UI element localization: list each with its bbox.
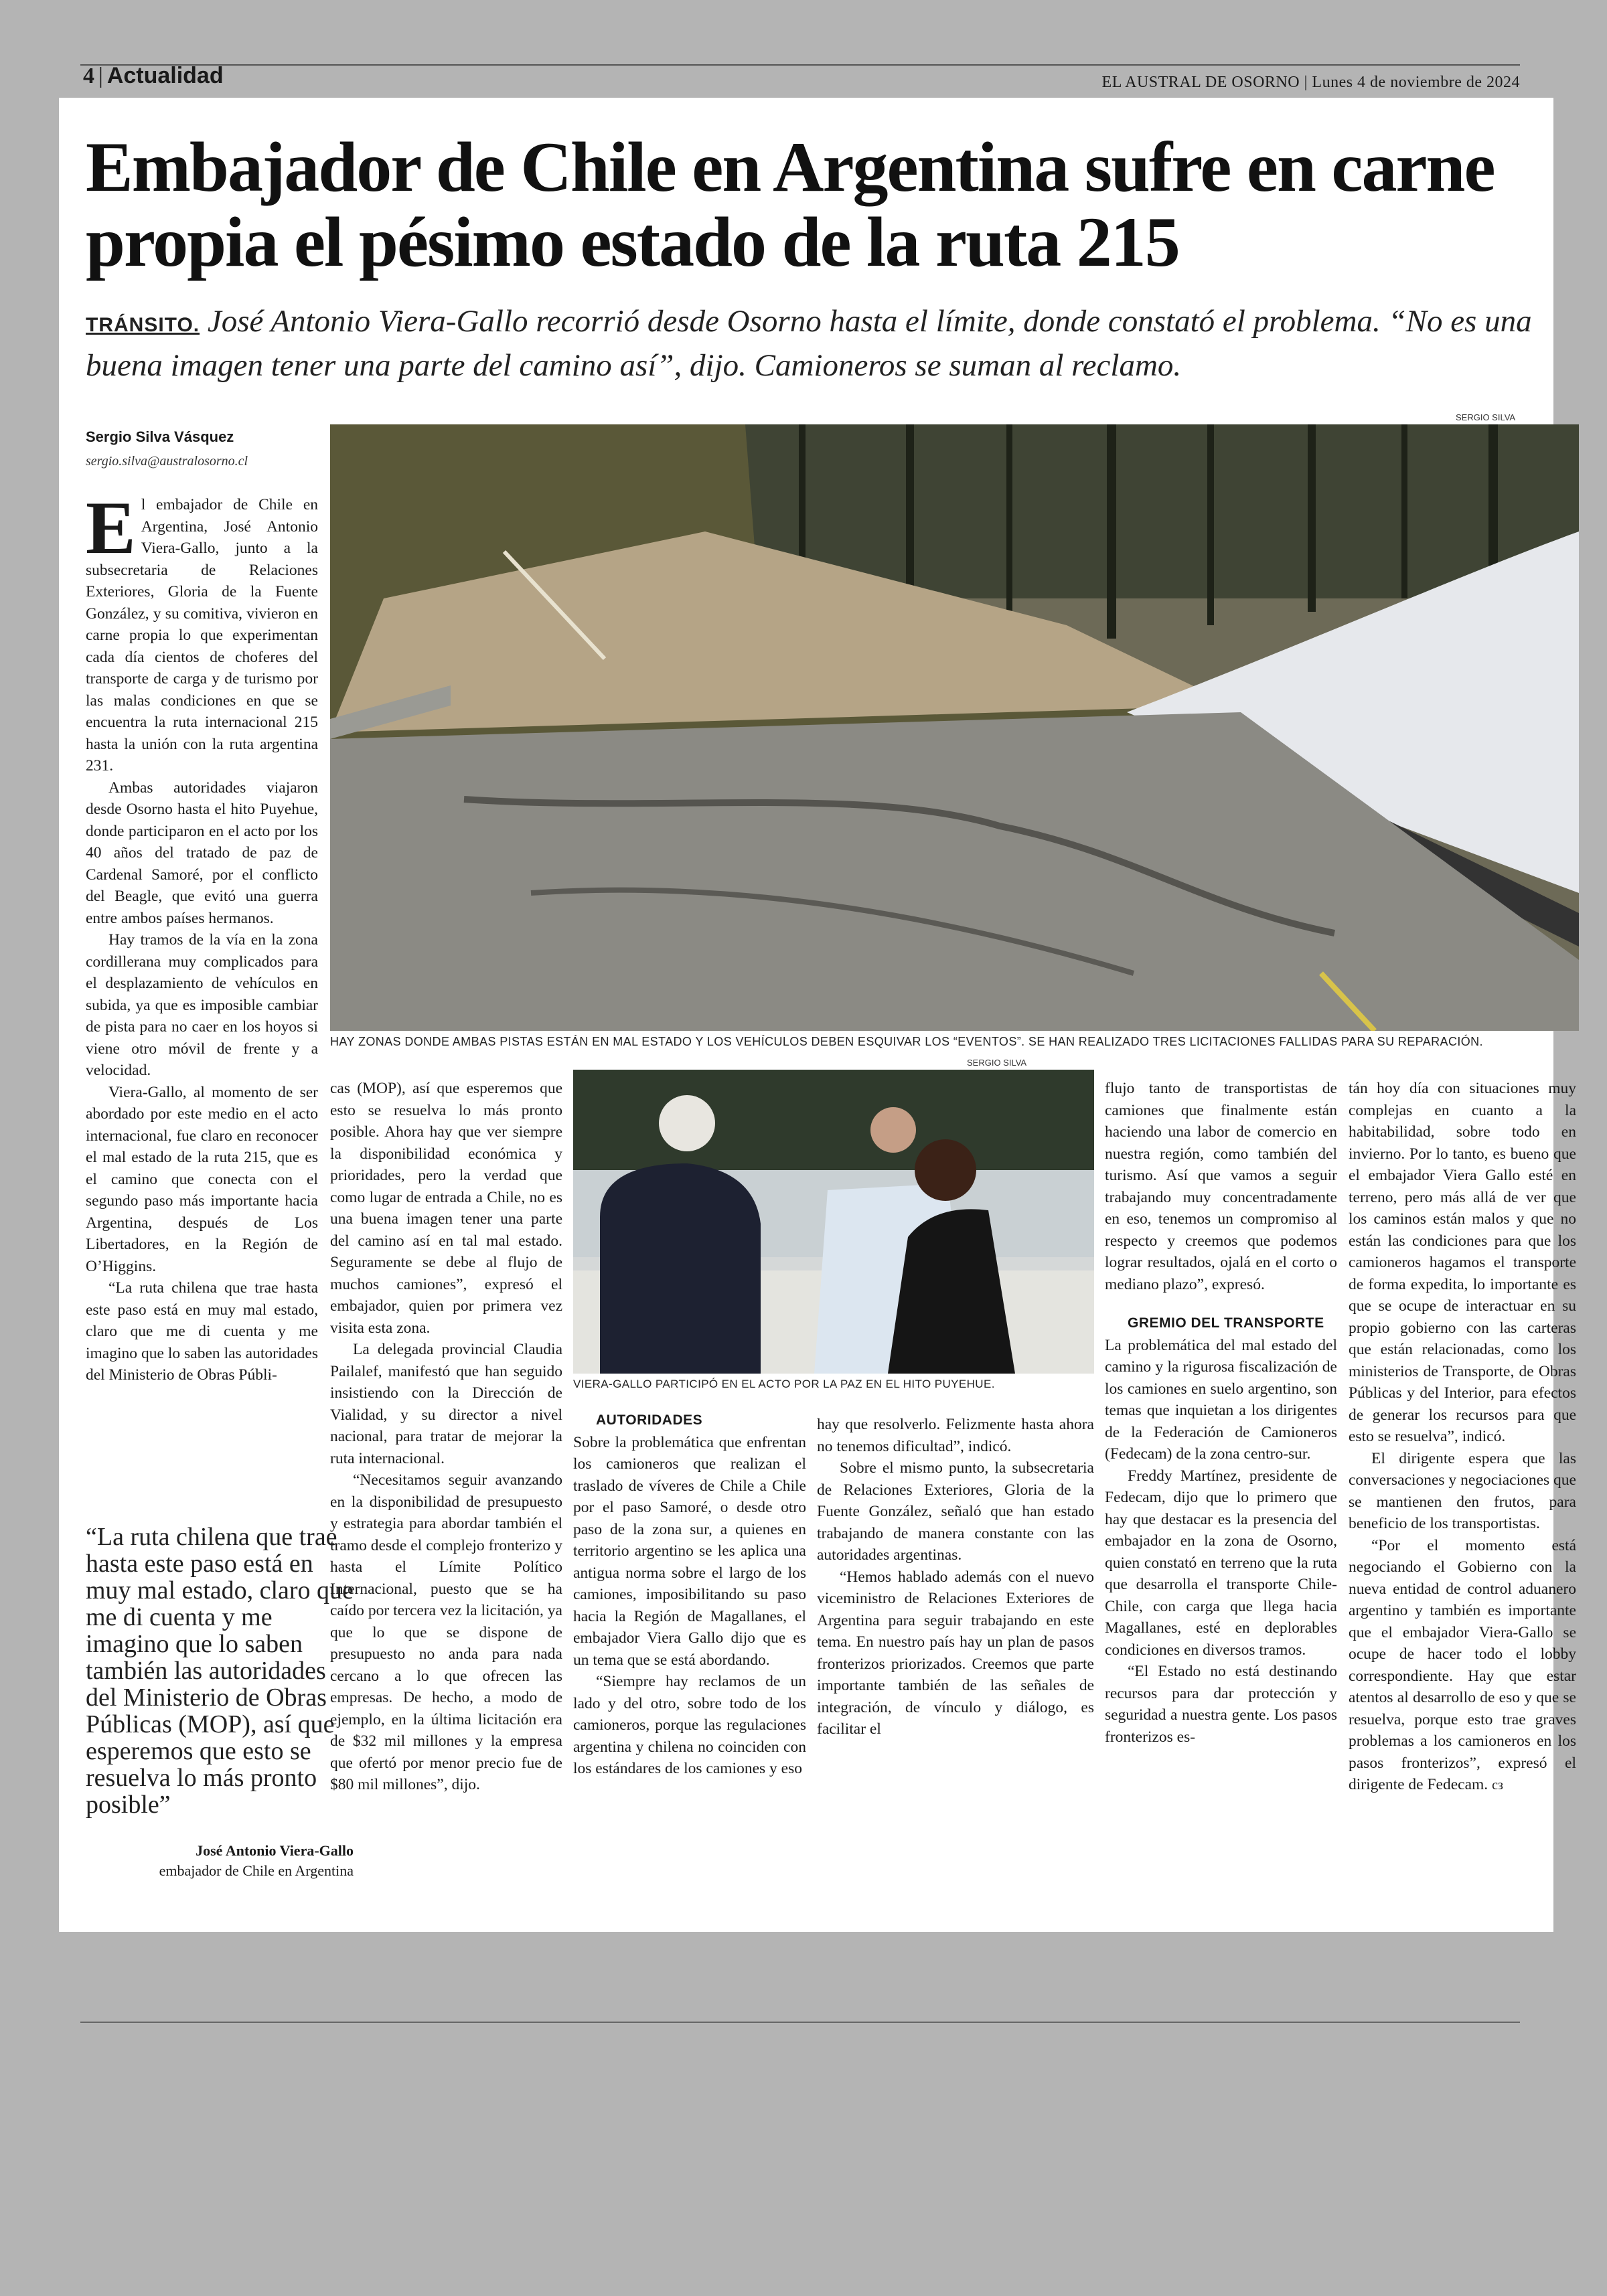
second-photo-credit: SERGIO SILVA: [967, 1058, 1027, 1068]
paragraph: “Siempre hay reclamos de un lado y del otro, sobre todo de los camioneros, porque las regulaciones argentina y chilena no coinciden con los estándares de los camiones y eso: [573, 1673, 806, 1777]
article-column-3: [573, 1410, 806, 1780]
headline: Embajador de Chile en Argentina sufre en carne propia el pésimo estado de la ruta 215: [86, 128, 1495, 281]
main-photo-caption: HAY ZONAS DONDE AMBAS PISTAS ESTÁN EN MAL ESTADO Y LOS VEHÍCULOS DEBEN ESQUIVAR LOS “EVENTOS”. SE HAN REALIZADO TRES LICITACIONES FALLIDAS PARA SU REPARACIÓN.: [330, 1035, 1483, 1048]
paragraph: “El Estado no está destinando recursos para dar protección y seguridad a nuestra gente. Los pasos fronterizos es-: [1105, 1663, 1337, 1746]
second-photo-people[interactable]: [573, 1070, 1094, 1374]
deck: [86, 301, 1545, 386]
subhead-autoridades: AUTORIDADES: [596, 1412, 703, 1428]
paragraph: La problemática del mal estado del camino y la rigurosa fiscalización de los camiones en suelo argentino, son temas que inquietan a los dirigentes de la Federación de Camioneros (Fedecam) de la zona centro-sur.: [1105, 1336, 1337, 1463]
paper-info: EL AUSTRAL DE OSORNO | Lunes 4 de noviembre de 2024: [1101, 74, 1520, 91]
section-name[interactable]: Actualidad: [106, 63, 224, 88]
paragraph: Viera-Gallo, al momento de ser abordado por este medio en el acto internacional, fue claro en reconocer el mal estado de la ruta 215, que es el camino que conecta con el segundo paso más importante hacia Argentina, después de Los Libertadores, en la Región de O’Higgins.: [86, 1083, 318, 1275]
article-sheet: [59, 98, 1576, 1932]
paragraph: Freddy Martínez, presidente de Fedecam, dijo que lo primero que hay que destacar es la presencia del embajador en la zona de Osorno, quien constató en terreno que la ruta que desarrolla el transporte Chile-Chile, con carga que llega hacia Magallanes, esté en deplorables condiciones en diversos tramos.: [1105, 1467, 1337, 1659]
paragraph: hay que resolverlo. Felizmente hasta ahora no tenemos dificultad”, indicó.: [817, 1416, 1094, 1455]
author-byline: Sergio Silva Vásquez: [86, 428, 234, 445]
paragraph-text: l embajador de Chile en Argentina, José Antonio Viera-Gallo, junto a la subsecretaria de Relaciones Exteriores, Gloria de la Fuente González, y su comitiva, vivieron en carne propia lo que experimentan cada día cientos de choferes del transporte de carga y de turismo por las malas condiciones en que se encuentra la ruta internacional 215 hasta la unión con la ruta argentina 231.: [86, 496, 318, 774]
pull-quote: “La ruta chilena que trae hasta este paso está en muy mal estado, claro que me di cuenta y me imagino que lo saben también las autoridades del Ministerio de Obras Públicas (MOP), así que esperemos que esto se resuelva lo más pronto posible”: [86, 1523, 354, 1819]
man-center-head: [870, 1107, 916, 1153]
man-left-jacket: [600, 1163, 761, 1374]
paragraph: “La ruta chilena que trae hasta este paso está en muy mal estado, claro que me di cuenta y me imagino que lo saben las autoridades del Ministerio de Obras Públi-: [86, 1279, 318, 1384]
quote-author: José Antonio Viera-Gallo: [196, 1842, 354, 1859]
paragraph: [86, 487, 318, 777]
paragraph: [1349, 1535, 1576, 1797]
drop-cap: E: [86, 487, 136, 570]
paragraph: Ambas autoridades viajaron desde Osorno hasta el hito Puyehue, donde participaron en el acto por los 40 años del tratado de paz de Cardenal Samoré, por el conflicto del Beagle, que evitó una guerra entre ambos países hermanos.: [86, 778, 318, 927]
paragraph: flujo tanto de transportistas de camiones que finalmente están haciendo una labor de comercio en nuestra región, como también del turismo. Así que vamos a seguir trabajando muy concentradamente en eso, tenemos un compromiso al respecto y creemos que podemos lograr resultados, ojalá en el corto o mediano plazo”, expresó.: [1105, 1080, 1337, 1293]
article-column-4: [817, 1414, 1094, 1740]
deck-text: José Antonio Viera-Gallo recorrió desde Osorno hasta el límite, donde constató el problema. “No es una buena imagen tener una parte del camino así”, dijo. Camioneros se suman al reclamo.: [86, 304, 1532, 383]
header-divider: |: [98, 64, 103, 88]
paragraph: “Hemos hablado además con el nuevo viceministro de Relaciones Exteriores de Argentina para seguir trabajando en este tema. En nuestro país hay un plan de pasos fronterizos priorizados. Creemos que parte importante también de las señales de integración, de vínculo y diálogo, es facilitar el: [817, 1568, 1094, 1738]
pull-quote-source: [86, 1841, 354, 1881]
kicker: TRÁNSITO.: [86, 314, 200, 336]
newspaper-name: EL AUSTRAL DE OSORNO: [1101, 74, 1300, 91]
paragraph: cas (MOP), así que esperemos que esto se resuelva lo más pronto posible. Ahora hay que ver siempre la disponibilidad económica y prioridades, pero la verdad que como lugar de entrada a Chile, no es una buena imagen tener una parte del camino así en tal mal estado. Seguramente se debe al flujo de muchos camiones”, expresó el embajador, quien por primera vez visita esta zona.: [330, 1080, 562, 1337]
article-column-1: [86, 487, 318, 1386]
page-number: 4: [83, 64, 94, 88]
issue-date: Lunes 4 de noviembre de 2024: [1312, 74, 1520, 91]
quote-author-role: embajador de Chile en Argentina: [159, 1862, 354, 1879]
paragraph-text: “Por el momento está negociando el Gobierno con la nueva entidad de control aduanero argentino y también es importante que el embajador Viera-Gallo se ocupe de hacer todo el lobby correspondiente. Hay que estar atentos al desarrollo de eso y que se resuelva, porque esto trae graves problemas a los camioneros en los pasos fronterizos”, expresó el dirigente de Fedecam.: [1349, 1536, 1576, 1793]
page-header: [83, 63, 1520, 96]
main-photo-road[interactable]: [330, 424, 1579, 1031]
man-left-head: [659, 1095, 715, 1151]
second-photo-caption: VIERA-GALLO PARTICIPÓ EN EL ACTO POR LA PAZ EN EL HITO PUYEHUE.: [573, 1378, 995, 1390]
paragraph: La delegada provincial Claudia Pailalef, manifestó que han seguido insistiendo con la Dirección de Vialidad, y su director a nivel nacional, para tratar de mejorar la ruta internacional.: [330, 1341, 562, 1467]
subhead-gremio: GREMIO DEL TRANSPORTE: [1128, 1315, 1324, 1331]
article-column-6: [1349, 1078, 1576, 1797]
paragraph: tán hoy día con situaciones muy complejas en cuanto a la habitabilidad, sobre todo en invierno. Por lo tanto, es bueno que el embajador Viera Gallo esté en terreno, pero más allá de ver que los caminos están malos y que no están las condiciones para que los camioneros hagamos el transporte de forma expedita, lo importante es que se ocupe de interactuar en su propio gobierno con las carteras que están relacionadas, como los ministerios de Transporte, de Obras Públicas y del Interior, para efectos de generar los recursos para que esto se resuelva”, indicó.: [1349, 1080, 1576, 1445]
paragraph: “Necesitamos seguir avanzando en la disponibilidad de presupuesto y estrategia para abordar también el tramo desde el complejo fronterizo y hasta el Límite Político Internacional, puesto que se ha caído por tercera vez la licitación, ya que lo que se dispone de presupuesto no anda para nada cercano a lo que ofrecen las empresas. De hecho, a modo de ejemplo, en la última licitación era de $32 mil millones y la empresa que ofertó por menor precio fue de $80 mil millones”, dijo.: [330, 1471, 562, 1793]
paragraph: Sobre la problemática que enfrentan los camioneros que realizan el traslado de víveres de Chile a Chile por el paso Samoré, o desde otro paso de la zona sur, a quienes en territorio argentino se les aplica una antigua norma sobre el largo de los camiones, imposibilitando su paso hacia la Región de Magallanes, el embajador Viera Gallo dijo que es un tema que se está abordando.: [573, 1433, 806, 1669]
woman-hair: [915, 1139, 976, 1201]
article-column-2: [330, 1078, 562, 1796]
paragraph: Hay tramos de la vía en la zona cordillerana muy complicados para el desplazamiento de vehículos en subida, ya que es imposible cambiar de pista para no caer en los hoyos si viene otro móvil de frente y a velocidad.: [86, 931, 318, 1079]
main-photo-credit: SERGIO SILVA: [1456, 412, 1516, 422]
author-email[interactable]: sergio.silva@australosorno.cl: [86, 454, 248, 469]
article-column-5: [1105, 1078, 1337, 1748]
paragraph: El dirigente espera que las conversaciones y negociaciones que se mantienen den frutos, para beneficio de los transportistas.: [1349, 1449, 1576, 1532]
paragraph: Sobre el mismo punto, la subsecretaria de Relaciones Exteriores, Gloria de la Fuente González, señaló que han estado trabajando de manera constante con las autoridades argentinas.: [817, 1459, 1094, 1564]
end-mark: cз: [1492, 1778, 1503, 1793]
bottom-rule: [80, 2022, 1520, 2023]
